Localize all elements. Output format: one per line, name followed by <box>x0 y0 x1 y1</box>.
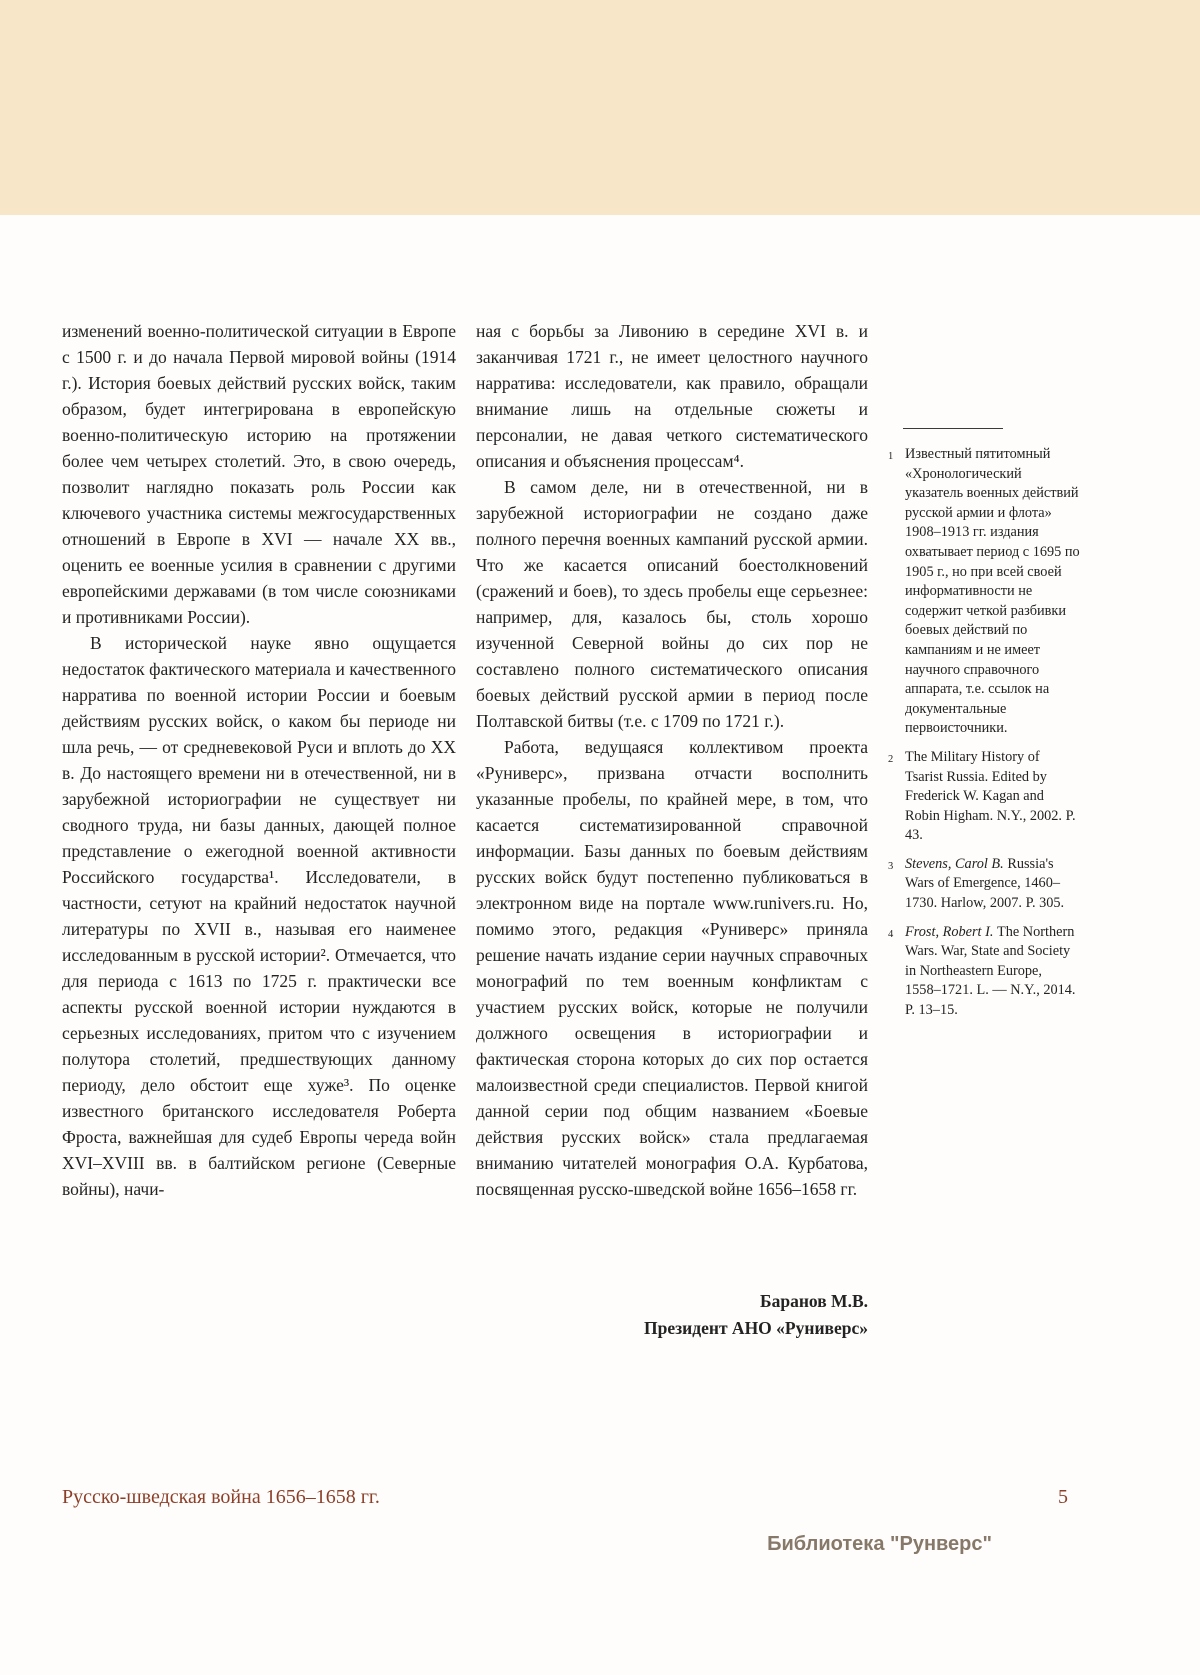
header-band <box>0 0 1200 215</box>
footnote-number: 2 <box>888 753 894 765</box>
footnote-number: 3 <box>888 860 894 872</box>
footnote <box>888 445 1080 739</box>
paragraph: изменений военно-политической ситуации в Европе с 1500 г. и до начала Первой мировой войны (1914 г.). История боевых действий русских войск, таким образом, будет интегрирована в европейскую военно-политическую историю на протяжении более чем четырех столетий. Это, в свою очередь, позволит наглядно показать роль России как ключевого участника системы межгосударственных отношений в Европе в XVI — начале XX вв., оценить ее военные усилия в сравнении с другими европейскими державами (в том числе союзниками и противниками России). <box>62 321 456 627</box>
footnote-text <box>905 445 1080 739</box>
footnote-body: Известный пятитомный «Хронологический указатель военных действий русской армии и флота» 1908–1913 гг. издания охватывает период с 1695 по 1905 г., но при всей своей информативности не содержит четкой разбивки боевых действий по кампаниям и не имеет научного справочного аппарата, т.е. ссылок на документальные первоисточники. <box>905 446 1080 737</box>
page-number: 5 <box>1058 1486 1068 1508</box>
footnote-author: Stevens, Carol B. <box>905 855 1008 872</box>
signature-name: Баранов М.В. <box>760 1291 868 1311</box>
footnotes-section <box>888 428 1080 1030</box>
right-column <box>476 318 868 1202</box>
paragraph: Работа, ведущаяся коллективом проекта «Руниверс», призвана отчасти восполнить указанные пробелы, по крайней мере, в том, что касается систематизированной справочной информации. Базы данных по боевым действиям русских войск будут постепенно публиковаться в электронном виде на портале www.runivers.ru. Но, помимо этого, редакция «Руниверс» приняла решение начать издание серии научных справочных монографий по тем военным конфликтам с участием русских войск, которые не получили должного освещения в историографии и фактическая сторона которых до сих пор остается малоизвестной среди специалистов. Первой книгой данной серии под общим названием «Боевые действия русских войск» стала предлагаемая вниманию читателей монография О.А. Курбатова, посвященная русско-шведской войне 1656–1658 гг. <box>476 737 868 1199</box>
footnote-body: The Military History of Tsarist Russia. Edited by Frederick W. Kagan and Robin Higham. N.Y., 2002. P. 43. <box>905 748 1076 844</box>
signature-title: Президент АНО «Руниверс» <box>644 1318 868 1338</box>
left-column <box>62 318 456 1202</box>
footnote-body: Russia's Wars of Emergence, 1460–1730. Harlow, 2007. P. 305. <box>905 855 1065 912</box>
footnote-rule <box>903 428 1003 429</box>
paragraph: В исторической науке явно ощущается недостаток фактического материала и качественного нарратива по военной истории России и боевым действиям русских войск, о каком бы периоде ни шла речь, — от средневековой Руси и вплоть до XX в. До настоящего времени ни в отечественной, ни в зарубежной историографии не существует ни сводного труда, ни базы данных, дающей полное представление о ежегодной военной активности Российского государства¹. Исследователи, в частности, сетуют на крайний недостаток научной литературы по XVII в., называя его наименее исследованным в русской истории². Отмечается, что для периода с 1613 по 1725 г. практически все аспекты русской военной истории нуждаются в серьезных исследованиях, притом что с изучением полутора столетий, предшествующих данному периоду, дело обстоит еще хуже³. По оценке известного британского исследователя Роберта Фроста, важнейшая для судеб Европы череда войн XVI–XVIII вв. в балтийском регионе (Северные войны), начи- <box>62 633 456 1199</box>
footer-title: Русско-шведская война 1656–1658 гг. <box>62 1486 380 1508</box>
footnote-text <box>905 855 1080 914</box>
footnote-number: 4 <box>888 928 894 940</box>
paragraph: В самом деле, ни в отечественной, ни в зарубежной историографии не создано даже полного перечня военных кампаний русской армии. Что же касается описаний боестолкновений (сражений и боев), то здесь пробелы еще серьезнее: например, для, казалось бы, столь хорошо изученной Северной войны до сих пор не составлено полного систематического описания боевых действий русской армии в период после Полтавской битвы (т.е. с 1709 по 1721 г.). <box>476 477 868 731</box>
footnote-text <box>905 748 1080 846</box>
library-watermark: Библиотека "Рунверс" <box>767 1533 992 1555</box>
page-footer <box>62 1486 1068 1509</box>
footnote-author: Frost, Robert I. <box>905 923 997 940</box>
footnote <box>888 923 1080 1021</box>
footnote <box>888 748 1080 846</box>
author-signature <box>476 1288 868 1342</box>
footnote-number: 1 <box>888 451 894 462</box>
footnote-text <box>905 923 1080 1021</box>
footnote <box>888 855 1080 914</box>
footnote-body: The Northern Wars. War, State and Society in Northeastern Europe, 1558–1721. L. — N.Y., 2014. P. 13–15. <box>905 923 1076 1019</box>
paragraph: ная с борьбы за Ливонию в середине XVI в. и заканчивая 1721 г., не имеет целостного научного нарратива: исследователи, как правило, обращали внимание лишь на отдельные сюжеты и персоналии, не давая четкого систематического описания и объяснения процессам⁴. <box>476 321 868 471</box>
